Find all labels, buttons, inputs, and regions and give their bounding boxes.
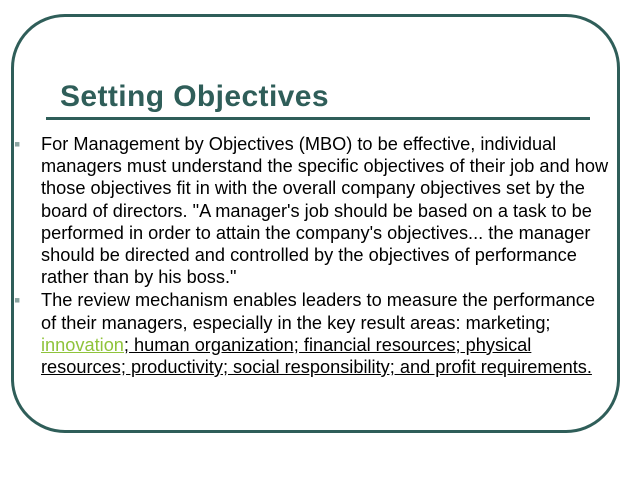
- bullet-text-review-suffix[interactable]: ; human organization; financial resources; physical resources; productivity; social responsibility; and profit requirements.: [41, 334, 592, 378]
- title-underline: [46, 117, 590, 120]
- bullet-square-icon: ▪: [14, 290, 21, 311]
- bullet-text-review-prefix: The review mechanism enables leaders to measure the performance of their managers, especially in the key result areas: marketing;: [41, 290, 595, 333]
- bullet-item-mbo: [14, 133, 614, 288]
- bullet-text-mbo: For Management by Objectives (MBO) to be effective, individual managers must understand the specific objectives of their job and how those objectives fit in with the overall company objectives set by the board of directors. "A manager's job should be based on a task to be performed in order to attain the company's objectives... the manager should be directed and controlled by the objectives of performance rather than by his boss.": [41, 134, 609, 288]
- innovation-link[interactable]: innovation: [41, 334, 124, 355]
- bullet-item-review: [14, 289, 614, 378]
- slide-content: [14, 133, 614, 379]
- bullet-square-icon: ▪: [14, 134, 21, 154]
- slide-title: Setting Objectives: [60, 80, 329, 113]
